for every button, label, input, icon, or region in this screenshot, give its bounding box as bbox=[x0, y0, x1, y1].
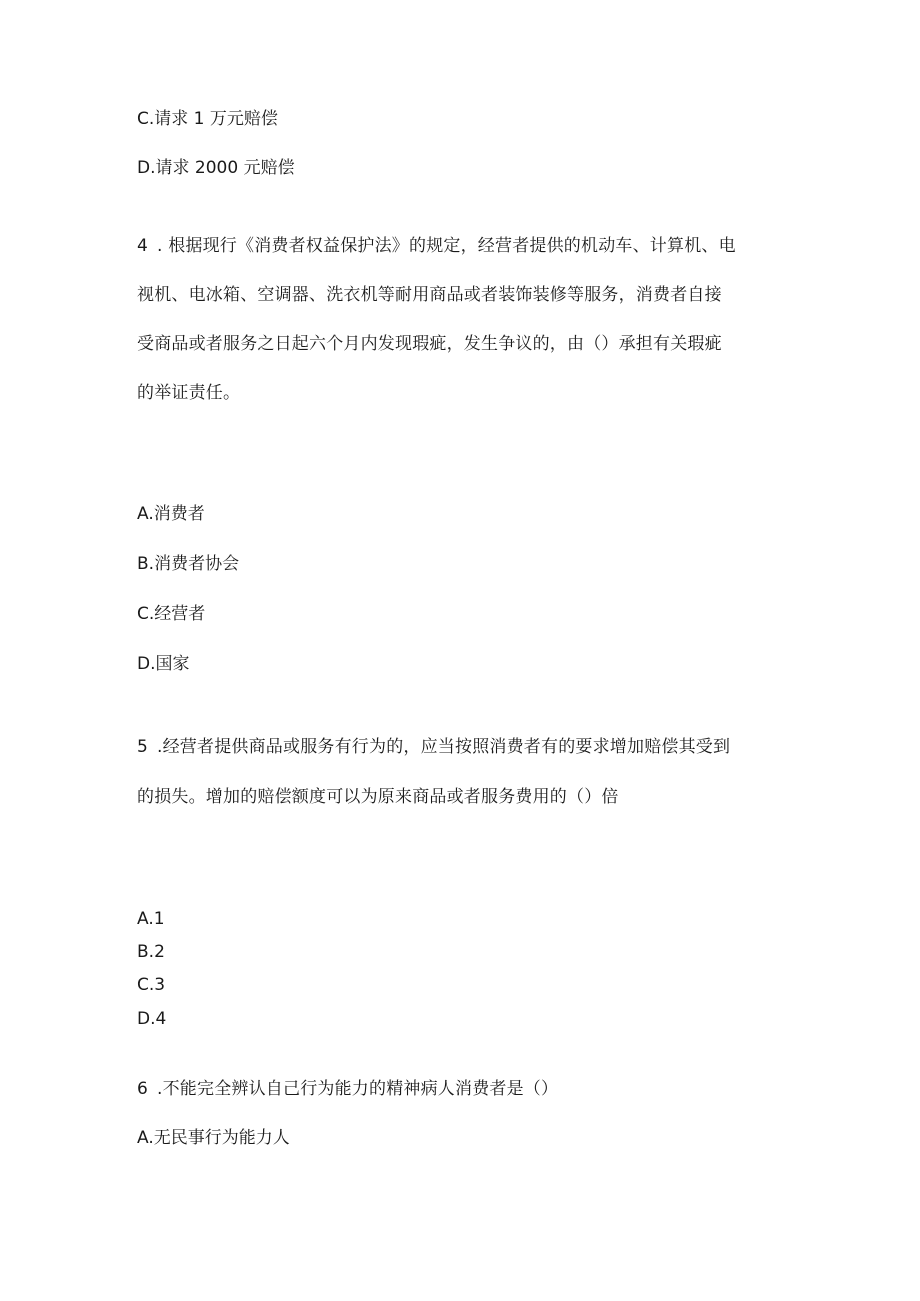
q5-stem-text-1: .经营者提供商品或服务有行为的，应当按照消费者有的要求增加赔偿其受到 bbox=[157, 737, 731, 757]
q4-number: 4 bbox=[137, 236, 149, 256]
q4-option-d: D.国家 bbox=[137, 654, 190, 674]
q4-stem-text-1: . 根据现行《消费者权益保护法》的规定，经营者提供的机动车、计算机、电 bbox=[157, 236, 736, 256]
q3-option-c: C.请求 1 万元赔偿 bbox=[137, 109, 278, 129]
q4-stem-line-4: 的举证责任。 bbox=[137, 383, 241, 403]
q4-stem-line-3: 受商品或者服务之日起六个月内发现瑕疵，发生争议的，由（）承担有关瑕疵 bbox=[137, 334, 722, 354]
q4-option-a: A.消费者 bbox=[137, 504, 205, 524]
q5-option-c: C.3 bbox=[137, 975, 166, 995]
q6-stem-text-1: .不能完全辨认自己行为能力的精神病人消费者是（） bbox=[157, 1079, 559, 1099]
q6-option-a: A.无民事行为能力人 bbox=[137, 1128, 290, 1148]
q5-stem-line-2: 的损失。增加的赔偿额度可以为原来商品或者服务费用的（）倍 bbox=[137, 787, 619, 807]
q4-stem-line-1 bbox=[137, 234, 797, 258]
q3-option-d: D.请求 2000 元赔偿 bbox=[137, 158, 295, 178]
q5-option-b: B.2 bbox=[137, 942, 165, 962]
q5-option-d: D.4 bbox=[137, 1009, 167, 1029]
q4-option-b: B.消费者协会 bbox=[137, 554, 240, 574]
q6-number: 6 bbox=[137, 1079, 149, 1099]
q5-number: 5 bbox=[137, 737, 149, 757]
q5-stem-line-1 bbox=[137, 735, 797, 759]
q6-stem-line-1 bbox=[137, 1077, 797, 1101]
q4-option-c: C.经营者 bbox=[137, 604, 206, 624]
q4-stem-line-2: 视机、电冰箱、空调器、洗衣机等耐用商品或者装饰装修等服务，消费者自接 bbox=[137, 285, 722, 305]
q5-option-a: A.1 bbox=[137, 909, 165, 929]
